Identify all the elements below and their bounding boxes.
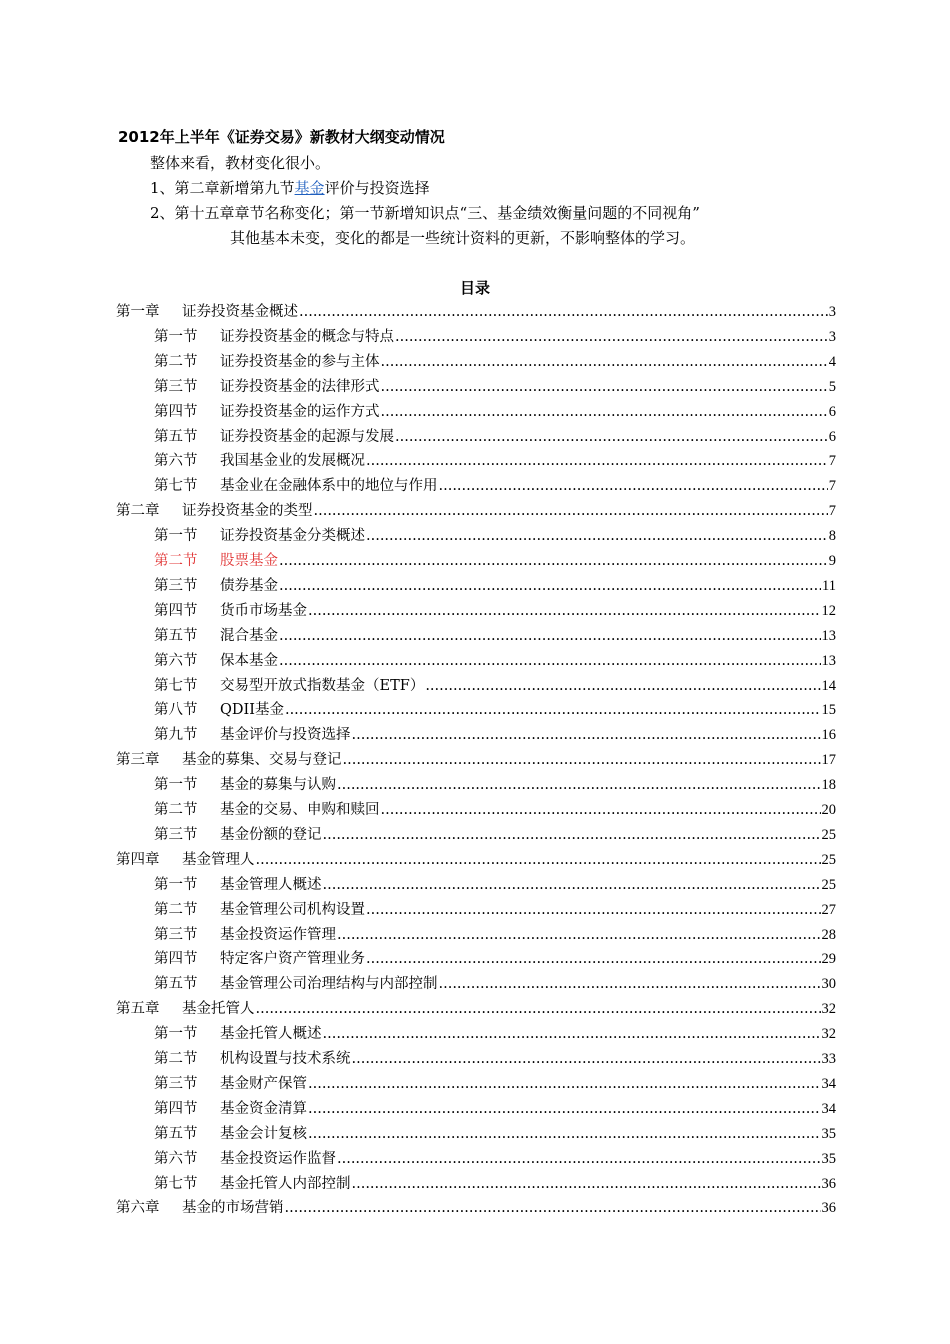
toc-entry-number: 第九节: [154, 727, 198, 744]
toc-entry-number: 第五节: [154, 1125, 198, 1142]
toc-entry-title: 证券投资基金的运作方式: [220, 403, 380, 420]
toc-entry-chapter[interactable]: [116, 499, 836, 521]
toc-entry-number: 第六节: [154, 453, 198, 470]
toc-page-number: 12: [821, 602, 836, 619]
toc-entry-title: 基金托管人内部控制: [220, 1175, 351, 1192]
toc-entry-title: 混合基金: [220, 627, 278, 644]
toc-entry-number: 第三节: [154, 577, 198, 594]
toc-entry-number: 第四节: [154, 602, 198, 619]
toc-page-number: 7: [828, 503, 836, 520]
toc-entry-section[interactable]: [154, 524, 836, 546]
toc-dot-leader: [366, 453, 828, 469]
toc-entry-number: 第一节: [154, 528, 198, 545]
toc-dot-leader: [366, 951, 821, 967]
toc-page-number: 7: [828, 453, 836, 470]
toc-entry-section[interactable]: [154, 873, 836, 895]
toc-page-number: 32: [821, 1026, 836, 1043]
toc-entry-number: 第五节: [154, 627, 198, 644]
toc-page-number: 13: [821, 652, 836, 669]
toc-entry-section[interactable]: [154, 649, 836, 671]
toc-entry-title: 证券投资基金概述: [182, 304, 298, 320]
toc-page-number: 35: [821, 1125, 836, 1142]
toc-entry-number: 第三节: [154, 926, 198, 943]
toc-entry-number: 第六章: [116, 1200, 160, 1217]
toc-entry-section[interactable]: [154, 898, 836, 920]
toc-dot-leader: [308, 1076, 821, 1092]
toc-entry-title: 基金业在金融体系中的地位与作用: [220, 478, 438, 495]
toc-entry-section[interactable]: [154, 425, 836, 447]
toc-page-number: 7: [828, 478, 836, 495]
toc-page-number: 30: [821, 976, 836, 993]
toc-page-number: 3: [828, 304, 836, 320]
toc-entry-title: 基金资金清算: [220, 1100, 307, 1117]
toc-entry-section[interactable]: [154, 325, 836, 347]
toc-page-number: 15: [821, 702, 836, 719]
toc-page-number: 16: [821, 727, 836, 744]
intro-line-2: [150, 177, 430, 198]
toc-dot-leader: [381, 379, 828, 395]
toc-entry-number: 第四节: [154, 951, 198, 968]
toc-entry-section[interactable]: [154, 698, 836, 720]
toc-entry-title: 特定客户资产管理业务: [220, 951, 365, 968]
toc-entry-number: 第三节: [154, 378, 198, 395]
toc-entry-number: 第二节: [154, 1051, 198, 1067]
toc-page-number: 18: [821, 777, 836, 794]
toc-dot-leader: [323, 877, 821, 893]
toc-dot-leader: [279, 653, 821, 669]
toc-entry-section[interactable]: [154, 723, 836, 745]
toc-entry-section[interactable]: [154, 549, 836, 571]
toc-entry-title: 货币市场基金: [220, 602, 307, 619]
toc-page-number: 6: [828, 403, 836, 420]
toc-entry-section[interactable]: [154, 624, 836, 646]
toc-dot-leader: [337, 927, 821, 943]
toc-entry-section[interactable]: [154, 474, 836, 496]
toc-entry-chapter[interactable]: [116, 1196, 836, 1218]
toc-entry-section[interactable]: [154, 599, 836, 621]
toc-entry-number: 第一章: [116, 304, 160, 320]
toc-dot-leader: [337, 777, 821, 793]
toc-dot-leader: [352, 727, 821, 743]
toc-page-number: 3: [828, 328, 836, 345]
toc-entry-title: 债券基金: [220, 577, 278, 594]
toc-dot-leader: [381, 802, 821, 818]
toc-entry-number: 第四节: [154, 1100, 198, 1117]
toc-dot-leader: [279, 628, 821, 644]
toc-entry-number: 第二章: [116, 503, 160, 520]
toc-entry-section[interactable]: [154, 1122, 836, 1144]
toc-entry-section[interactable]: [154, 350, 836, 372]
toc-entry-section[interactable]: [154, 798, 836, 820]
toc-entry-title: 证券投资基金的参与主体: [220, 353, 380, 370]
toc-dot-leader: [308, 603, 821, 619]
toc-entry-number: 第三节: [154, 826, 198, 843]
toc-dot-leader: [343, 752, 821, 768]
toc-page-number: 29: [821, 951, 836, 968]
toc-entry-chapter[interactable]: [116, 848, 836, 870]
toc-dot-leader: [352, 1176, 821, 1192]
toc-entry-number: 第六节: [154, 1150, 198, 1167]
toc-page-number: 14: [821, 677, 836, 694]
page-title: 2012年上半年《证券交易》新教材大纲变动情况: [118, 128, 445, 146]
toc-dot-leader: [299, 304, 828, 320]
toc-entry-number: 第七节: [154, 478, 198, 495]
toc-entry-section[interactable]: [154, 449, 836, 471]
toc-dot-leader: [285, 702, 821, 718]
toc-dot-leader: [395, 329, 828, 345]
toc-dot-leader: [279, 553, 828, 569]
toc-entry-section[interactable]: [154, 1072, 836, 1094]
toc-entry-number: 第三章: [116, 752, 160, 769]
toc-page-number: 33: [821, 1051, 836, 1067]
toc-page-number: 25: [821, 826, 836, 843]
toc-entry-section[interactable]: [154, 1172, 836, 1194]
toc-entry-title: 基金份额的登记: [220, 826, 322, 843]
toc-dot-leader: [314, 503, 828, 519]
toc-entry-title: 基金管理公司治理结构与内部控制: [220, 976, 438, 993]
toc-entry-title: 基金投资运作管理: [220, 926, 336, 943]
toc-entry-title: 基金的募集与认购: [220, 777, 336, 794]
toc-page-number: 25: [821, 851, 836, 868]
toc-entry-title: 基金托管人概述: [220, 1026, 322, 1043]
toc-page-number: 6: [828, 428, 836, 445]
toc-entry-section[interactable]: [154, 972, 836, 994]
toc-dot-leader: [366, 528, 828, 544]
toc-entry-title: 股票基金: [220, 553, 278, 569]
toc-entry-title: 基金的交易、申购和赎回: [220, 802, 380, 818]
toc-dot-leader: [381, 404, 828, 420]
toc-page-number: 34: [821, 1075, 836, 1092]
intro-line-2-prefix: 1、第二章新增第九节: [150, 179, 295, 197]
toc-entry-number: 第七节: [154, 1175, 198, 1192]
toc-entry-title: 基金的市场营销: [182, 1200, 284, 1217]
toc-dot-leader: [439, 478, 828, 494]
toc-heading: 目录: [459, 279, 490, 297]
toc-page-number: 36: [821, 1200, 836, 1217]
toc-dot-leader: [425, 678, 820, 694]
toc-entry-title: QDII基金: [220, 702, 284, 719]
toc-entry-title: 基金的募集、交易与登记: [182, 752, 342, 769]
toc-page-number: 20: [821, 802, 836, 818]
toc-dot-leader: [308, 1101, 821, 1117]
toc-entry-number: 第五节: [154, 976, 198, 993]
toc-entry-title: 证券投资基金的起源与发展: [220, 428, 394, 445]
toc-page-number: 17: [821, 752, 836, 769]
intro-line-4: 其他基本未变，变化的都是一些统计资料的更新，不影响整体的学习。: [230, 229, 696, 247]
toc-page-number: 4: [828, 353, 836, 370]
toc-entry-number: 第五节: [154, 428, 198, 445]
toc-entry-title: 保本基金: [220, 652, 278, 669]
toc-entry-section[interactable]: [154, 1022, 836, 1044]
toc-entry-chapter[interactable]: [116, 300, 836, 322]
toc-dot-leader: [256, 852, 821, 868]
toc-entry-section[interactable]: [154, 1097, 836, 1119]
intro-line-3: 2、第十五章章节名称变化；第一节新增知识点“三、基金绩效衡量问题的不同视角”: [150, 204, 700, 222]
toc-entry-title: 交易型开放式指数基金（ETF）: [220, 677, 425, 694]
toc-entry-title: 基金管理公司机构设置: [220, 901, 365, 918]
toc-entry-number: 第八节: [154, 702, 198, 719]
toc-entry-section[interactable]: [154, 947, 836, 969]
toc-dot-leader: [323, 827, 821, 843]
toc-entry-number: 第二节: [154, 802, 198, 818]
toc-page-number: 8: [828, 528, 836, 545]
toc-entry-title: 证券投资基金的概念与特点: [220, 328, 394, 345]
toc-dot-leader: [395, 429, 828, 445]
toc-entry-number: 第四章: [116, 851, 160, 868]
toc-dot-leader: [352, 1051, 821, 1067]
toc-entry-chapter[interactable]: [116, 997, 836, 1019]
toc-entry-title: 基金管理人概述: [220, 876, 322, 893]
toc-entry-number: 第二节: [154, 353, 198, 370]
toc-page-number: 32: [821, 1001, 836, 1018]
toc-entry-section[interactable]: [154, 773, 836, 795]
toc-entry-number: 第二节: [154, 901, 198, 918]
toc-dot-leader: [285, 1200, 821, 1216]
toc-entry-title: 证券投资基金分类概述: [220, 528, 365, 545]
toc-dot-leader: [256, 1001, 821, 1017]
toc-dot-leader: [439, 976, 821, 992]
toc-dot-leader: [366, 902, 821, 918]
toc-entry-title: 基金管理人: [182, 851, 255, 868]
toc-entry-section[interactable]: [154, 574, 836, 596]
toc-entry-number: 第一节: [154, 1026, 198, 1043]
toc-entry-title: 证券投资基金的法律形式: [220, 378, 380, 395]
toc-page-number: 35: [821, 1150, 836, 1167]
toc-entry-section[interactable]: [154, 923, 836, 945]
toc-page-number: 36: [821, 1175, 836, 1192]
toc-entry-chapter[interactable]: [116, 748, 836, 770]
toc-entry-title: 机构设置与技术系统: [220, 1051, 351, 1067]
toc-entry-title: 我国基金业的发展概况: [220, 453, 365, 470]
toc-page-number: 13: [821, 627, 836, 644]
toc-entry-number: 第七节: [154, 677, 198, 694]
toc-entry-title: 基金投资运作监督: [220, 1150, 336, 1167]
toc-entry-section[interactable]: [154, 823, 836, 845]
toc-dot-leader: [337, 1151, 821, 1167]
toc-entry-title: 基金托管人: [182, 1001, 255, 1018]
toc-dot-leader: [308, 1126, 821, 1142]
toc-entry-number: 第一节: [154, 876, 198, 893]
toc-entry-section[interactable]: [154, 674, 836, 696]
toc-entry-number: 第三节: [154, 1075, 198, 1092]
toc-page-number: 27: [821, 901, 836, 918]
toc-entry-section[interactable]: [154, 1147, 836, 1169]
intro-line-2-suffix: 评价与投资选择: [324, 179, 430, 197]
toc-dot-leader: [279, 578, 821, 594]
toc-page-number: 34: [821, 1100, 836, 1117]
toc-dot-leader: [381, 354, 828, 370]
toc-entry-number: 第五章: [116, 1001, 160, 1018]
toc-entry-number: 第四节: [154, 403, 198, 420]
toc-dot-leader: [323, 1026, 821, 1042]
toc-entry-section[interactable]: [154, 1047, 836, 1069]
intro-line-1: 整体来看，教材变化很小。: [150, 154, 331, 172]
toc-page-number: 11: [822, 577, 836, 594]
toc-page-number: 28: [821, 926, 836, 943]
toc-entry-number: 第一节: [154, 328, 198, 345]
toc-entry-number: 第二节: [154, 553, 198, 569]
toc-page-number: 5: [828, 378, 836, 395]
toc-entry-number: 第一节: [154, 777, 198, 794]
toc-entry-section[interactable]: [154, 375, 836, 397]
toc-page-number: 9: [828, 553, 836, 569]
toc-entry-section[interactable]: [154, 400, 836, 422]
fund-link[interactable]: 基金: [294, 179, 325, 197]
toc-entry-title: 证券投资基金的类型: [182, 503, 313, 520]
toc-entry-title: 基金评价与投资选择: [220, 727, 351, 744]
toc-page-number: 25: [821, 876, 836, 893]
toc-entry-number: 第六节: [154, 652, 198, 669]
toc-entry-title: 基金财产保管: [220, 1075, 307, 1092]
toc-entry-title: 基金会计复核: [220, 1125, 307, 1142]
